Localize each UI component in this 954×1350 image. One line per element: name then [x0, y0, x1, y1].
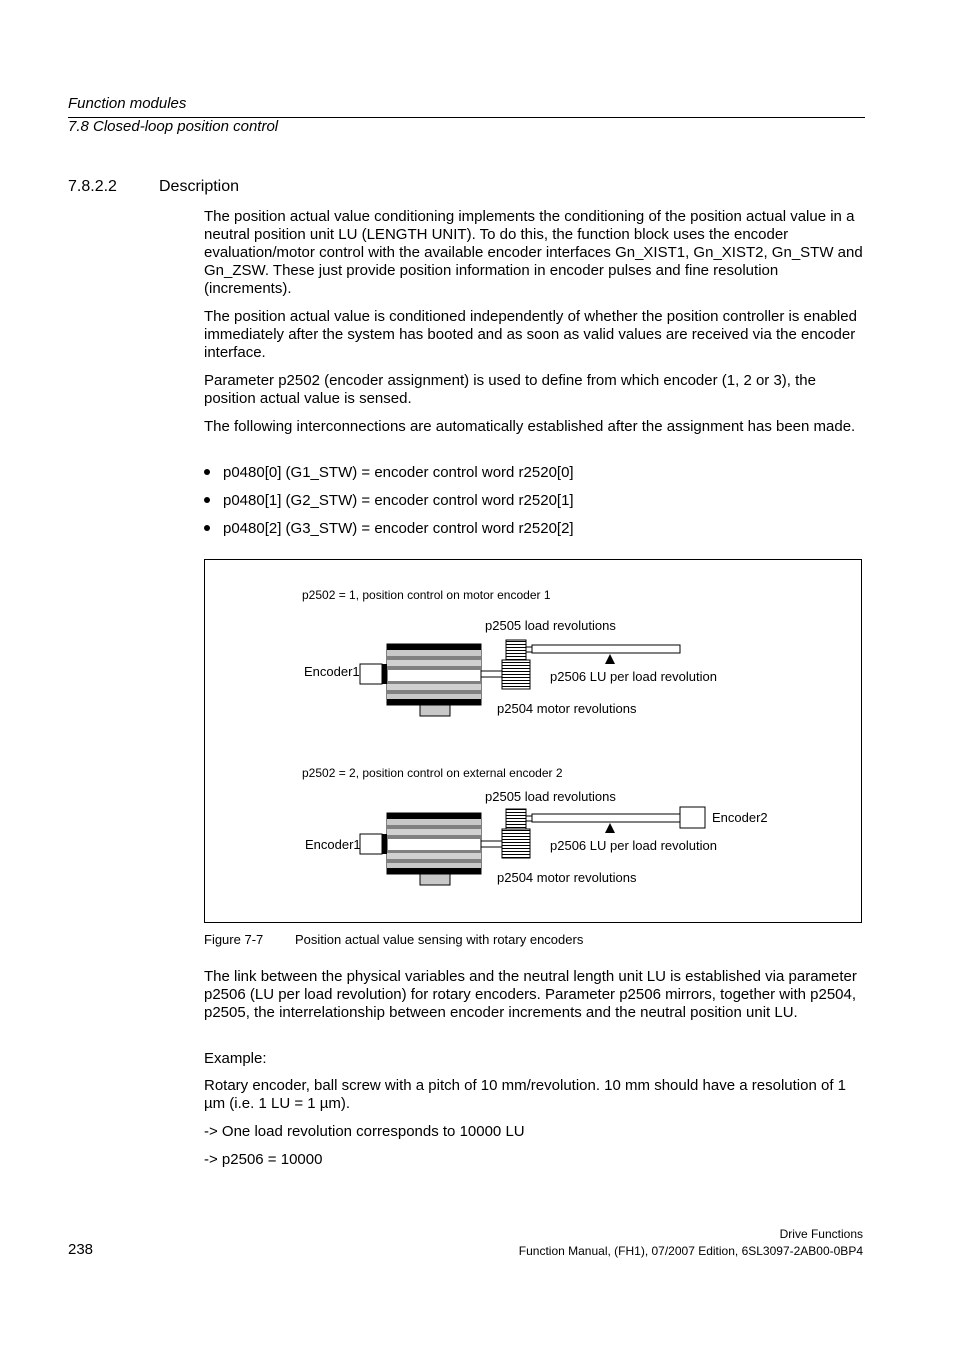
bullet-dot-icon [204, 525, 210, 531]
top-diagram-title: p2502 = 1, position control on motor encoder 1 [302, 588, 551, 602]
header-rule [68, 117, 865, 118]
paragraph-example: Example: [204, 1050, 267, 1067]
bottom-encoder2-block [680, 807, 705, 828]
paragraph-2: The position actual value is conditioned independently of whether the position controller is enabled immediately after the system has booted and as soon as valid values are received via the encoder interface. [204, 308, 857, 361]
bottom-shaft [481, 841, 502, 847]
bottom-motor [387, 813, 481, 885]
bottom-encoder1-label: Encoder1 [305, 837, 361, 852]
paragraph-7: -> One load revolution corresponds to 10000 LU [204, 1123, 525, 1140]
bottom-diagram-title: p2502 = 2, position control on external encoder 2 [302, 766, 563, 780]
top-motor-revolutions-label: p2504 motor revolutions [497, 701, 637, 716]
bottom-gear-large [502, 829, 530, 858]
running-header-section: 7.8 Closed-loop position control [68, 118, 279, 135]
paragraph-1: The position actual value conditioning implements the conditioning of the position actual value in a neutral position unit LU (LENGTH UNIT). To do this, the function block uses the encoder evaluation/motor control with the available encoder interfaces Gn_XIST1, Gn_XIST2, Gn_STW and Gn_ZSW. These just provide position information in encoder pulses and fine resolution (increments). [204, 208, 863, 297]
bullet-item [204, 520, 574, 538]
paragraph-5: The link between the physical variables and the neutral length unit LU is established via parameter p2506 (LU per load revolution) for rotary encoders. Parameter p2506 mirrors, together with p2504, p2505, the interrelationship between encoder increments and the neutral position unit LU. [204, 968, 857, 1021]
bullet-text: p0480[2] (G3_STW) = encoder control word r2520[2] [223, 520, 574, 537]
figure-diagram [205, 560, 861, 922]
bottom-encoder1-block [360, 834, 387, 854]
bullet-text: p0480[0] (G1_STW) = encoder control word r2520[0] [223, 464, 574, 481]
top-motor [387, 644, 481, 716]
footer-edition: Function Manual, (FH1), 07/2007 Edition, 6SL3097-2AB00-0BP4 [518, 1244, 863, 1258]
top-lu-per-revolution-label: p2506 LU per load revolution [550, 669, 717, 684]
top-position-arrow-icon [605, 654, 615, 664]
top-spindle [526, 645, 680, 653]
bullet-text: p0480[1] (G2_STW) = encoder control word r2520[1] [223, 492, 574, 509]
bottom-motor-revolutions-label: p2504 motor revolutions [497, 870, 637, 885]
figure-frame [204, 559, 862, 923]
section-title: Description [159, 178, 240, 195]
figure-caption [204, 932, 583, 947]
bottom-load-revolutions-label: p2505 load revolutions [485, 789, 616, 804]
section-number: 7.8.2.2 [68, 178, 117, 195]
bullet-dot-icon [204, 469, 210, 475]
page-number: 238 [68, 1241, 94, 1258]
bullet-item [204, 492, 574, 510]
figure-caption-text: Position actual value sensing with rotary encoders [295, 932, 584, 947]
figure-caption-number: Figure 7-7 [204, 932, 264, 947]
bottom-position-arrow-icon [605, 823, 615, 833]
paragraph-6: Rotary encoder, ball screw with a pitch of 10 mm/revolution. 10 mm should have a resolution of 1 µm (i.e. 1 LU = 1 µm). [204, 1077, 846, 1112]
bottom-gear-small [506, 809, 526, 829]
footer-title: Drive Functions [779, 1227, 863, 1241]
top-shaft [481, 671, 502, 677]
top-gear-large [502, 660, 530, 689]
top-load-revolutions-label: p2505 load revolutions [485, 618, 616, 633]
top-encoder1-block [360, 664, 387, 684]
bullet-dot-icon [204, 497, 210, 503]
running-header-chapter: Function modules [68, 95, 187, 112]
paragraph-4: The following interconnections are automatically established after the assignment has been made. [204, 418, 856, 435]
top-gear-small [506, 640, 526, 660]
paragraph-8: -> p2506 = 10000 [204, 1151, 323, 1168]
bottom-encoder2-label: Encoder2 [712, 810, 768, 825]
bullet-item [204, 464, 574, 482]
bottom-lu-per-revolution-label: p2506 LU per load revolution [550, 838, 717, 853]
paragraph-3: Parameter p2502 (encoder assignment) is used to define from which encoder (1, 2 or 3), the position actual value is sensed. [204, 372, 816, 407]
top-encoder1-label: Encoder1 [304, 664, 360, 679]
bottom-spindle [526, 814, 680, 822]
